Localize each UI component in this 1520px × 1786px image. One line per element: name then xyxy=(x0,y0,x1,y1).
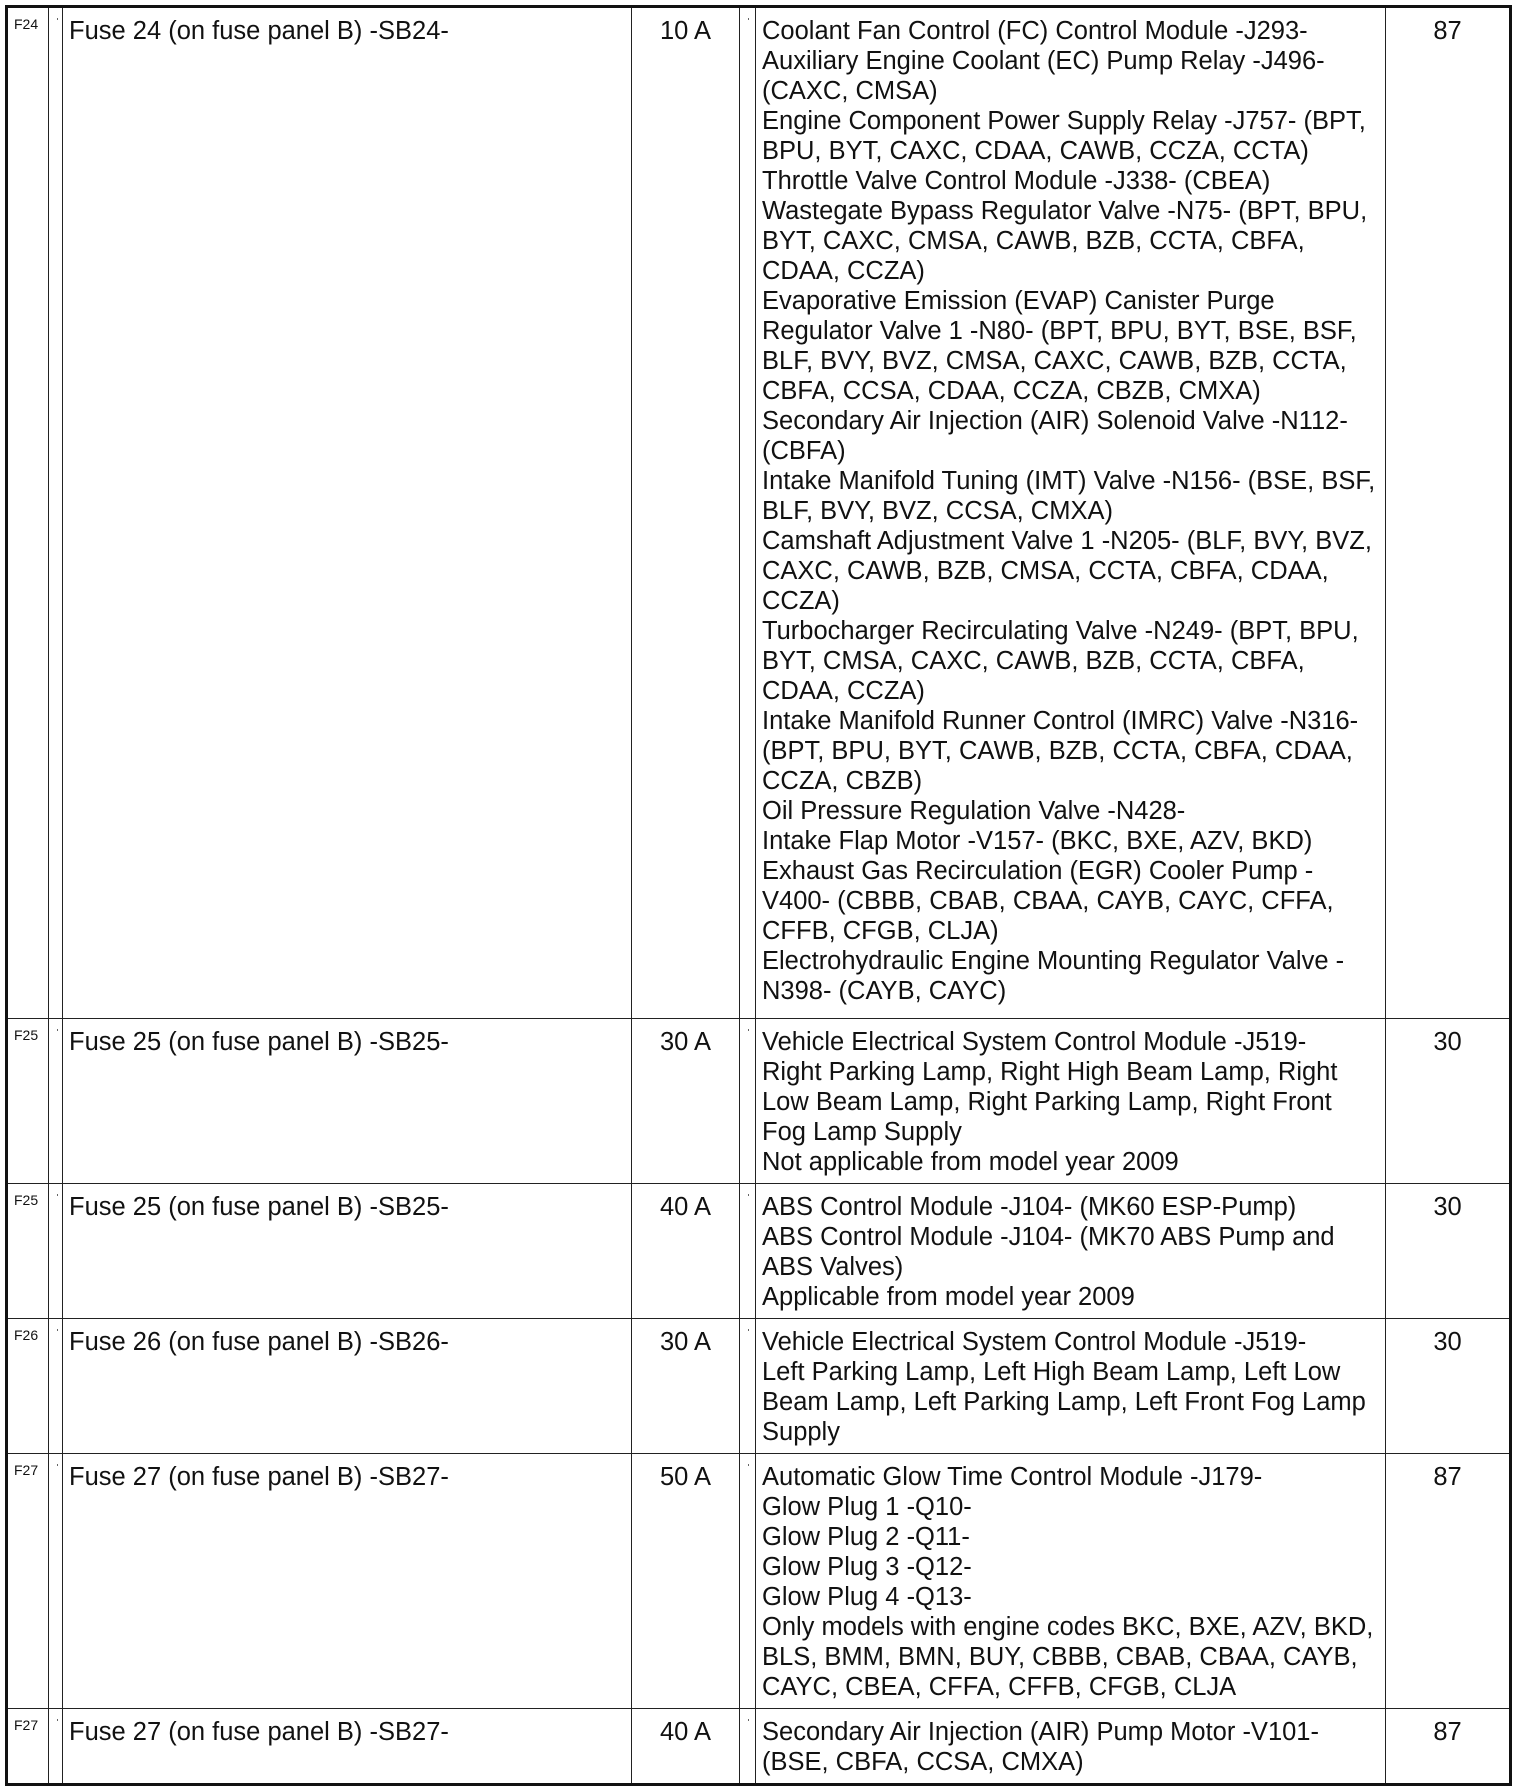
blank-cell xyxy=(740,1454,756,1709)
component-line: Glow Plug 1 -Q10- xyxy=(762,1493,972,1521)
component-line: Intake Manifold Runner Control (IMRC) Valve -N316- (BPT, BPU, BYT, CAWB, BZB, CCTA, CBFA, CDAA, CCZA, CBZB) xyxy=(762,707,1359,795)
component-line: Auxiliary Engine Coolant (EC) Pump Relay -J496- (CAXC, CMSA) xyxy=(762,47,1325,105)
component-line: Glow Plug 3 -Q12- xyxy=(762,1553,972,1581)
tick-mark xyxy=(748,1194,749,1196)
fuse-id: F27 xyxy=(7,1454,49,1709)
tick-mark xyxy=(748,1329,749,1331)
fuse-row xyxy=(7,1184,1511,1319)
fuse-table xyxy=(5,5,1512,1786)
fuse-name: Fuse 27 (on fuse panel B) -SB27- xyxy=(63,1454,632,1709)
fuse-rating: 50 A xyxy=(632,1454,740,1709)
component-line: Only models with engine codes BKC, BXE, AZV, BKD, BLS, BMM, BMN, BUY, CBBB, CBAB, CBAA, CAYB, CAYC, CBEA, CFFA, CFFB, CFGB, CLJA xyxy=(762,1613,1374,1701)
fuse-id: F26 xyxy=(7,1319,49,1454)
fuse-rating: 30 A xyxy=(632,1319,740,1454)
component-line: Exhaust Gas Recirculation (EGR) Cooler Pump -V400- (CBBB, CBAB, CBAA, CAYB, CAYC, CFFA, CFFB, CFGB, CLJA) xyxy=(762,857,1334,945)
component-line: Wastegate Bypass Regulator Valve -N75- (BPT, BPU, BYT, CAXC, CMSA, CAWB, BZB, CCTA, CBFA, CDAA, CCZA) xyxy=(762,197,1368,285)
component-line: Applicable from model year 2009 xyxy=(762,1283,1135,1311)
component-line: Left Parking Lamp, Left High Beam Lamp, Left Low Beam Lamp, Left Parking Lamp, Left Front Fog Lamp Supply xyxy=(762,1358,1366,1446)
component-line: ABS Control Module -J104- (MK70 ABS Pump and ABS Valves) xyxy=(762,1223,1335,1281)
fuse-row xyxy=(7,1454,1511,1709)
component-line: Not applicable from model year 2009 xyxy=(762,1148,1179,1176)
terminal-number: 87 xyxy=(1386,7,1511,1019)
tick-mark xyxy=(57,1329,58,1331)
fuse-components xyxy=(756,7,1386,1019)
blank-cell xyxy=(49,1319,63,1454)
terminal-number: 30 xyxy=(1386,1319,1511,1454)
fuse-components xyxy=(756,1709,1386,1785)
component-line: Automatic Glow Time Control Module -J179- xyxy=(762,1463,1263,1491)
component-line: Right Parking Lamp, Right High Beam Lamp, Right Low Beam Lamp, Right Parking Lamp, Right Front Fog Lamp Supply xyxy=(762,1058,1338,1146)
fuse-rating: 10 A xyxy=(632,7,740,1019)
terminal-number: 30 xyxy=(1386,1019,1511,1184)
fuse-row xyxy=(7,1019,1511,1184)
fuse-table-body xyxy=(7,7,1511,1785)
blank-cell xyxy=(49,7,63,1019)
fuse-components xyxy=(756,1184,1386,1319)
fuse-id: F25 xyxy=(7,1019,49,1184)
fuse-components xyxy=(756,1319,1386,1454)
component-line: Evaporative Emission (EVAP) Canister Purge Regulator Valve 1 -N80- (BPT, BPU, BYT, BSE, BSF, BLF, BVY, BVZ, CMSA, CAXC, CAWB, BZB, CCTA, CBFA, CCSA, CDAA, CCZA, CBZB, CMXA) xyxy=(762,287,1357,405)
tick-mark xyxy=(57,1464,58,1466)
fuse-id: F24 xyxy=(7,7,49,1019)
blank-cell xyxy=(740,1319,756,1454)
tick-mark xyxy=(57,1029,58,1031)
tick-mark xyxy=(57,18,58,20)
component-line: ABS Control Module -J104- (MK60 ESP-Pump) xyxy=(762,1193,1297,1221)
fuse-name: Fuse 27 (on fuse panel B) -SB27- xyxy=(63,1709,632,1785)
fuse-rating: 30 A xyxy=(632,1019,740,1184)
component-line: Camshaft Adjustment Valve 1 -N205- (BLF, BVY, BVZ, CAXC, CAWB, BZB, CMSA, CCTA, CBFA, CDAA, CCZA) xyxy=(762,527,1372,615)
component-line: Intake Flap Motor -V157- (BKC, BXE, AZV, BKD) xyxy=(762,827,1313,855)
component-line: Coolant Fan Control (FC) Control Module -J293- xyxy=(762,17,1308,45)
blank-cell xyxy=(49,1709,63,1785)
fuse-rating: 40 A xyxy=(632,1184,740,1319)
tick-mark xyxy=(748,18,749,20)
component-line: Secondary Air Injection (AIR) Solenoid Valve -N112- (CBFA) xyxy=(762,407,1348,465)
component-line: Oil Pressure Regulation Valve -N428- xyxy=(762,797,1186,825)
component-line: Electrohydraulic Engine Mounting Regulator Valve -N398- (CAYB, CAYC) xyxy=(762,947,1345,1005)
blank-cell xyxy=(740,1709,756,1785)
component-line: Vehicle Electrical System Control Module -J519- xyxy=(762,1028,1307,1056)
fuse-name: Fuse 25 (on fuse panel B) -SB25- xyxy=(63,1184,632,1319)
component-line: Glow Plug 4 -Q13- xyxy=(762,1583,972,1611)
fuse-id: F25 xyxy=(7,1184,49,1319)
fuse-components xyxy=(756,1454,1386,1709)
tick-mark xyxy=(748,1719,749,1721)
tick-mark xyxy=(57,1719,58,1721)
blank-cell xyxy=(49,1184,63,1319)
tick-mark xyxy=(57,1194,58,1196)
blank-cell xyxy=(740,1019,756,1184)
component-line: Throttle Valve Control Module -J338- (CBEA) xyxy=(762,167,1271,195)
blank-cell xyxy=(49,1019,63,1184)
fuse-name: Fuse 24 (on fuse panel B) -SB24- xyxy=(63,7,632,1019)
fuse-components xyxy=(756,1019,1386,1184)
component-line: Glow Plug 2 -Q11- xyxy=(762,1523,970,1551)
tick-mark xyxy=(748,1029,749,1031)
fuse-id: F27 xyxy=(7,1709,49,1785)
tick-mark xyxy=(748,1464,749,1466)
blank-cell xyxy=(49,1454,63,1709)
fuse-row xyxy=(7,1709,1511,1785)
fuse-name: Fuse 26 (on fuse panel B) -SB26- xyxy=(63,1319,632,1454)
blank-cell xyxy=(740,1184,756,1319)
fuse-rating: 40 A xyxy=(632,1709,740,1785)
terminal-number: 87 xyxy=(1386,1709,1511,1785)
blank-cell xyxy=(740,7,756,1019)
component-line: Intake Manifold Tuning (IMT) Valve -N156- (BSE, BSF, BLF, BVY, BVZ, CCSA, CMXA) xyxy=(762,467,1376,525)
component-line: Engine Component Power Supply Relay -J757- (BPT, BPU, BYT, CAXC, CDAA, CAWB, CCZA, CCTA) xyxy=(762,107,1366,165)
terminal-number: 30 xyxy=(1386,1184,1511,1319)
component-line: Turbocharger Recirculating Valve -N249- (BPT, BPU, BYT, CMSA, CAXC, CAWB, BZB, CCTA, CBFA, CDAA, CCZA) xyxy=(762,617,1359,705)
fuse-row xyxy=(7,7,1511,1019)
fuse-row xyxy=(7,1319,1511,1454)
component-line: Secondary Air Injection (AIR) Pump Motor -V101- (BSE, CBFA, CCSA, CMXA) xyxy=(762,1718,1319,1776)
fuse-name: Fuse 25 (on fuse panel B) -SB25- xyxy=(63,1019,632,1184)
component-line: Vehicle Electrical System Control Module -J519- xyxy=(762,1328,1307,1356)
terminal-number: 87 xyxy=(1386,1454,1511,1709)
